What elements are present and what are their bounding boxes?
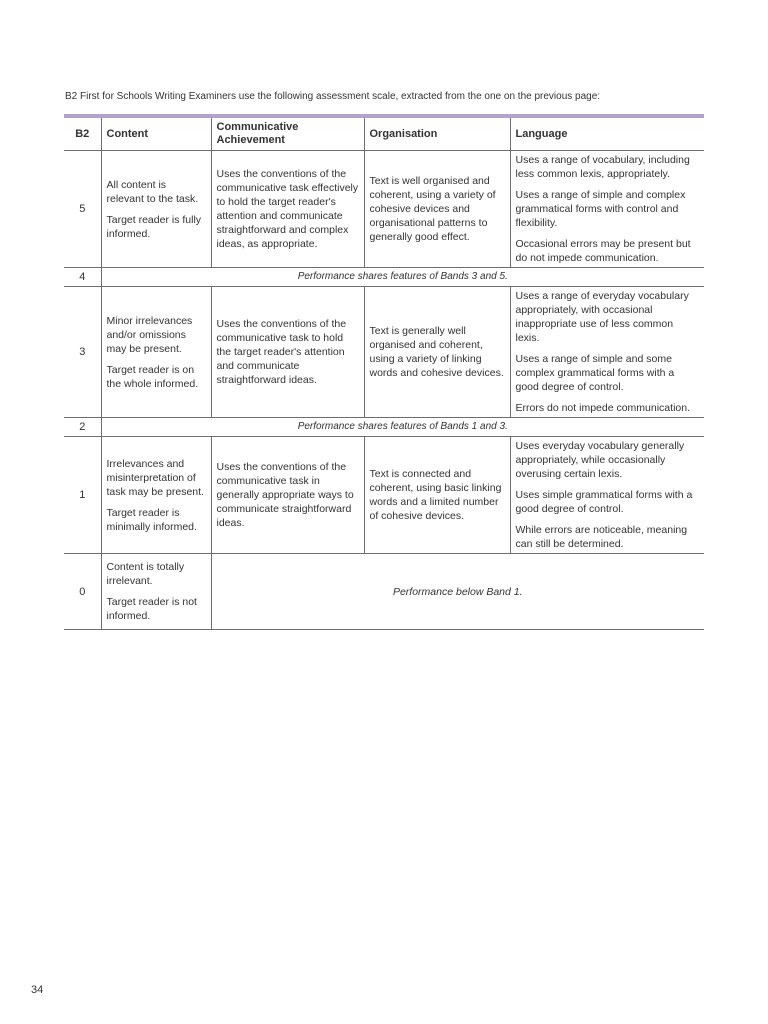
assessment-scale-table [64,114,704,630]
header-language: Language [510,116,704,151]
language-text: Uses simple grammatical forms with a good degree of control. [515,489,693,515]
organisation-cell: Text is connected and coherent, using basic linking words and a limited number of cohesive devices. [364,437,510,554]
content-text: Target reader is fully informed. [106,213,202,240]
band-number: 5 [64,151,101,268]
content-text: Minor irrelevances and/or omissions may be present. [106,314,193,355]
band-4-row [64,268,704,287]
communicative-achievement-cell: Uses the conventions of the communicative task to hold the target reader's attention and communicate straightforward ideas. [211,287,364,418]
language-text: Errors do not impede communication. [515,402,690,414]
content-text: Target reader is not informed. [106,596,197,622]
content-text: Content is totally irrelevant. [106,561,185,587]
language-text: Uses everyday vocabulary generally appropriately, while occasionally overusing certain lexis. [515,440,685,480]
language-cell [510,437,704,554]
language-text: While errors are noticeable, meaning can still be determined. [515,524,688,550]
content-cell [101,287,211,418]
organisation-cell: Text is generally well organised and coherent, using a variety of linking words and cohesive devices. [364,287,510,418]
content-cell [101,437,211,554]
intro-text: B2 First for Schools Writing Examiners use the following assessment scale, extracted from the one on the previous page: [65,91,601,102]
band-number: 0 [64,554,101,630]
language-text: Uses a range of simple and complex grammatical forms with control and flexibility. [515,189,686,229]
band-number: 1 [64,437,101,554]
language-text: Uses a range of vocabulary, including less common lexis, appropriately. [515,154,690,180]
content-text: Target reader is minimally informed. [106,506,197,533]
band-number: 2 [64,418,101,437]
header-communicative-achievement: Communicative Achievement [211,116,364,151]
performance-below-text: Performance below Band 1. [211,554,704,630]
band-number: 4 [64,268,101,287]
organisation-cell: Text is well organised and coherent, using a variety of cohesive devices and organisational patterns to generally good effect. [364,151,510,268]
content-text: Irrelevances and misinterpretation of task may be present. [106,457,204,498]
band-2-row [64,418,704,437]
language-text: Uses a range of everyday vocabulary appropriately, with occasional inappropriate use of less common lexis. [515,290,689,344]
header-band: B2 [64,116,101,151]
content-cell [101,151,211,268]
page-number: 34 [31,984,44,996]
band-1-row [64,437,704,554]
content-text: All content is relevant to the task. [106,178,199,205]
band-3-row [64,287,704,418]
band-number: 3 [64,287,101,418]
content-cell [101,554,211,630]
header-organisation: Organisation [364,116,510,151]
language-text: Occasional errors may be present but do not impede communication. [515,238,691,264]
language-cell [510,287,704,418]
content-text: Target reader is on the whole informed. [106,363,199,390]
band-5-row [64,151,704,268]
language-cell [510,151,704,268]
table-header-row [64,116,704,151]
communicative-achievement-cell: Uses the conventions of the communicative task in generally appropriate ways to communicate straightforward ideas. [211,437,364,554]
shared-features-text: Performance shares features of Bands 3 and 5. [101,268,704,287]
band-0-row [64,554,704,630]
header-content: Content [101,116,211,151]
language-text: Uses a range of simple and some complex grammatical forms with a good degree of control. [515,353,675,393]
shared-features-text: Performance shares features of Bands 1 and 3. [101,418,704,437]
communicative-achievement-cell: Uses the conventions of the communicative task effectively to hold the target reader's attention and communicate straightforward and complex ideas, as appropriate. [211,151,364,268]
